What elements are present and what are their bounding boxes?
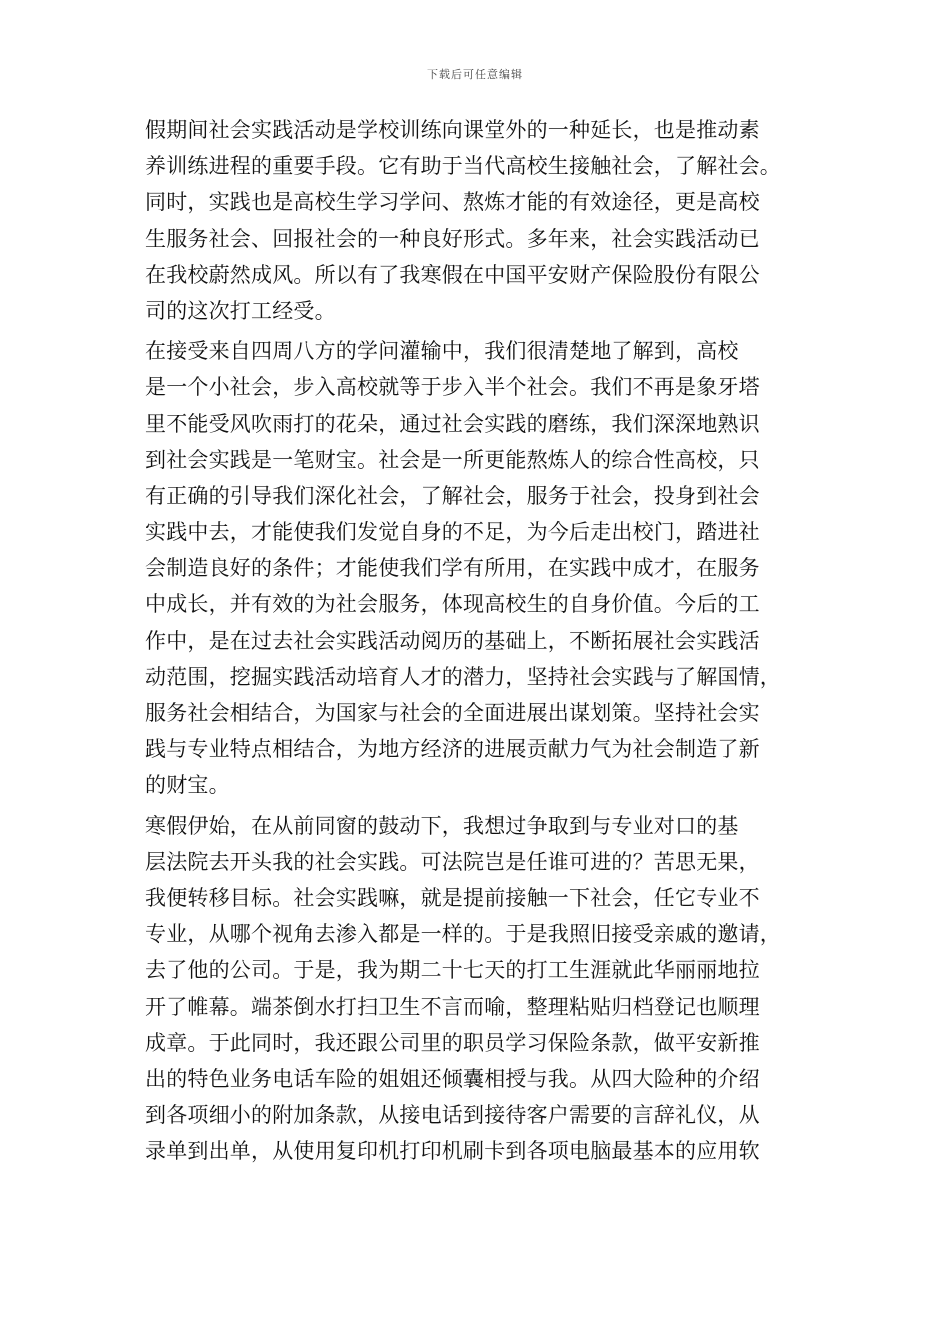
text-line: 践与专业特点相结合，为地方经济的进展贡献力气为社会制造了新: [145, 737, 760, 762]
text-line: 会制造良好的条件；才能使我们学有所用，在实践中成才，在服务: [145, 556, 760, 581]
text-line: 作中，是在过去社会实践活动阅历的基础上，不断拓展社会实践活: [145, 628, 760, 653]
text-line: 实践中去，才能使我们发觉自身的不足，为今后走出校门，踏进社: [145, 520, 760, 545]
text-line: 寒假伊始，在从前同窗的鼓动下，我想过争取到与专业对口的基: [145, 813, 739, 838]
document-body: [145, 112, 805, 1169]
text-line: 同时，实践也是高校生学习学问、熬炼才能的有效途径，更是高校: [145, 190, 760, 215]
text-line: 是一个小社会，步入高校就等于步入半个社会。我们不再是象牙塔: [145, 375, 760, 400]
text-line: 层法院去开头我的社会实践。可法院岂是任谁可进的？苦思无果，: [145, 849, 760, 874]
text-line: 动范围，挖掘实践活动培育人才的潜力，坚持社会实践与了解国情，: [145, 664, 781, 689]
text-line: 中成长，并有效的为社会服务，体现高校生的自身价值。今后的工: [145, 592, 760, 617]
text-line: 去了他的公司。于是，我为期二十七天的打工生涯就此华丽丽地拉: [145, 958, 760, 983]
text-line: 到社会实践是一笔财宝。社会是一所更能熬炼人的综合性高校，只: [145, 447, 760, 472]
text-line: 生服务社会、回报社会的一种良好形式。多年来，社会实践活动已: [145, 226, 760, 251]
text-line: 在我校蔚然成风。所以有了我寒假在中国平安财产保险股份有限公: [145, 262, 760, 287]
text-line: 出的特色业务电话车险的姐姐还倾囊相授与我。从四大险种的介绍: [145, 1066, 760, 1091]
text-line: 成章。于此同时，我还跟公司里的职员学习保险条款，做平安新推: [145, 1030, 760, 1055]
paragraph: [145, 808, 805, 1170]
text-line: 养训练进程的重要手段。它有助于当代高校生接触社会，了解社会。: [145, 154, 781, 179]
text-line: 专业，从哪个视角去渗入都是一样的。于是我照旧接受亲戚的邀请，: [145, 922, 781, 947]
text-line: 有正确的引导我们深化社会，了解社会，服务于社会，投身到社会: [145, 483, 760, 508]
text-line: 开了帷幕。端茶倒水打扫卫生不言而喻，整理粘贴归档登记也顺理: [145, 994, 760, 1019]
text-line: 里不能受风吹雨打的花朵，通过社会实践的磨练，我们深深地熟识: [145, 411, 760, 436]
text-line: 我便转移目标。社会实践嘛，就是提前接触一下社会，任它专业不: [145, 885, 760, 910]
text-line: 服务社会相结合，为国家与社会的全面进展出谋划策。坚持社会实: [145, 701, 760, 725]
text-line: 到各项细小的附加条款，从接电话到接待客户需要的言辞礼仪，从: [145, 1103, 760, 1128]
text-line: 的财宝。: [145, 773, 230, 798]
page-header: 下载后可任意编辑: [427, 68, 523, 81]
paragraph: [145, 333, 805, 803]
text-line: 在接受来自四周八方的学问灌输中，我们很清楚地了解到，高校: [145, 339, 739, 364]
text-line: 假期间社会实践活动是学校训练向课堂外的一种延长，也是推动素: [145, 118, 760, 142]
paragraph: [145, 112, 805, 329]
text-line: 司的这次打工经受。: [145, 298, 336, 323]
text-line: 录单到出单，从使用复印机打印机刷卡到各项电脑最基本的应用软: [145, 1139, 760, 1164]
